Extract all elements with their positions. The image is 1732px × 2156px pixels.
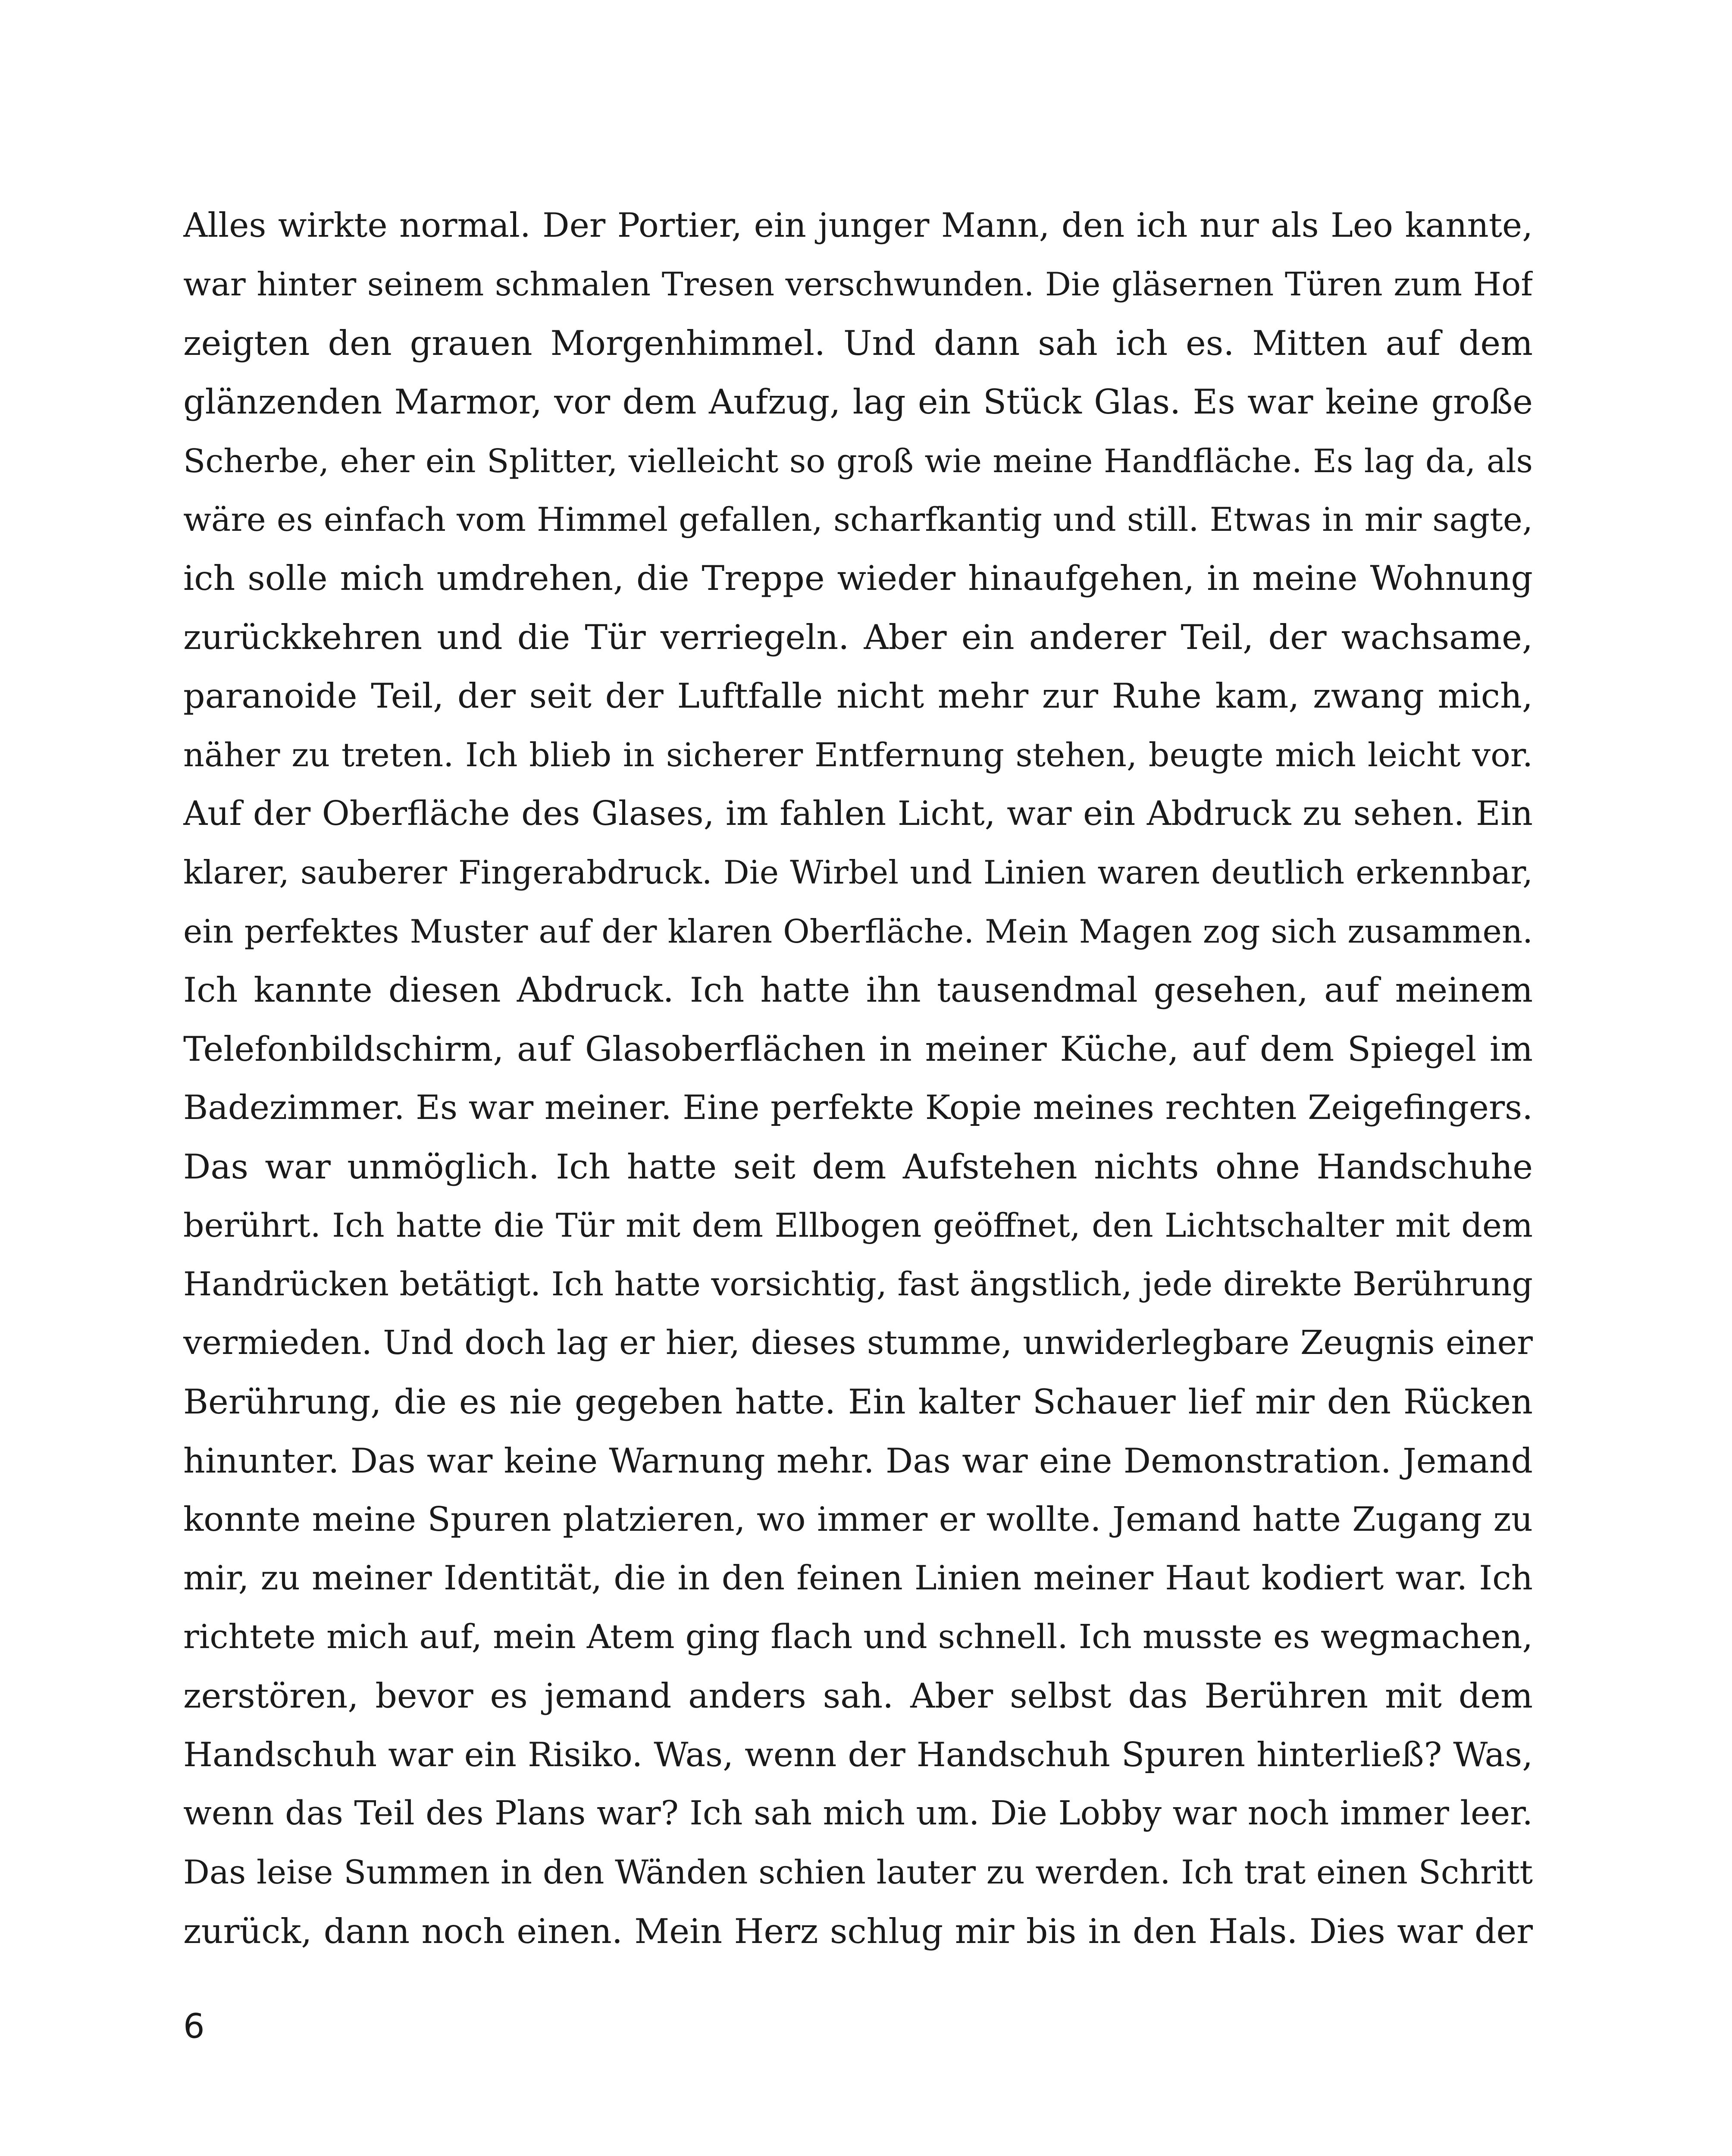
text-line: Auf der Oberfläche des Glases, im fahlen Licht, war ein Abdruck zu sehen. Ein [183, 794, 1533, 834]
text-line: zurück, dann noch einen. Mein Herz schlug mir bis in den Hals. Dies war der [183, 1911, 1533, 1951]
text-line: mir, zu meiner Identität, die in den feinen Linien meiner Haut kodiert war. Ich [183, 1559, 1533, 1598]
text-line: zeigten den grauen Morgenhimmel. Und dann sah ich es. Mitten auf dem [183, 323, 1533, 363]
text-line: ein perfektes Muster auf der klaren Oberfläche. Mein Magen zog sich zusammen. [183, 912, 1533, 950]
text-line: klarer, sauberer Fingerabdruck. Die Wirbel und Linien waren deutlich erkennbar, [183, 853, 1533, 892]
text-line: Telefonbildschirm, auf Glasoberflächen in meiner Küche, auf dem Spiegel im [183, 1029, 1533, 1069]
text-line: glänzenden Marmor, vor dem Aufzug, lag ein Stück Glas. Es war keine große [183, 382, 1533, 422]
text-line: Ich kannte diesen Abdruck. Ich hatte ihn tausendmal gesehen, auf meinem [183, 970, 1533, 1010]
text-line: näher zu treten. Ich blieb in sicherer Entfernung stehen, beugte mich leicht vor. [183, 735, 1533, 774]
text-line: wenn das Teil des Plans war? Ich sah mich um. Die Lobby war noch immer leer. [183, 1794, 1533, 1833]
text-line: hinunter. Das war keine Warnung mehr. Das war eine Demonstration. Jemand [183, 1441, 1533, 1481]
text-line: Das war unmöglich. Ich hatte seit dem Aufstehen nichts ohne Handschuhe [183, 1147, 1533, 1187]
text-line: paranoide Teil, der seit der Luftfalle nicht mehr zur Ruhe kam, zwang mich, [183, 676, 1533, 716]
text-line: Badezimmer. Es war meiner. Eine perfekte Kopie meines rechten Zeigefingers. [183, 1088, 1533, 1128]
text-line: vermieden. Und doch lag er hier, dieses stumme, unwiderlegbare Zeugnis einer [183, 1323, 1533, 1362]
text-line: Handrücken betätigt. Ich hatte vorsichtig, fast ängstlich, jede direkte Berührung [183, 1265, 1533, 1304]
text-line: zurückkehren und die Tür verriegeln. Aber ein anderer Teil, der wachsame, [183, 617, 1533, 657]
text-line: war hinter seinem schmalen Tresen verschwunden. Die gläsernen Türen zum Hof [183, 265, 1533, 304]
text-line: ich solle mich umdrehen, die Treppe wieder hinaufgehen, in meine Wohnung [183, 558, 1533, 599]
text-line: Berührung, die es nie gegeben hatte. Ein kalter Schauer lief mir den Rücken [183, 1382, 1533, 1422]
page-number: 6 [183, 2007, 205, 2046]
text-line: konnte meine Spuren platzieren, wo immer er wollte. Jemand hatte Zugang zu [183, 1500, 1533, 1539]
text-line: Das leise Summen in den Wänden schien lauter zu werden. Ich trat einen Schritt [183, 1853, 1533, 1892]
text-line: Alles wirkte normal. Der Portier, ein junger Mann, den ich nur als Leo kannte, [183, 206, 1533, 245]
body-text [183, 196, 1533, 1961]
text-line: berührt. Ich hatte die Tür mit dem Ellbogen geöffnet, den Lichtschalter mit dem [183, 1206, 1533, 1244]
text-line: wäre es einfach vom Himmel gefallen, scharfkantig und still. Etwas in mir sagte, [183, 500, 1533, 539]
text-line: Handschuh war ein Risiko. Was, wenn der Handschuh Spuren hinterließ? Was, [183, 1735, 1533, 1774]
text-line: richtete mich auf, mein Atem ging flach und schnell. Ich musste es wegmachen, [183, 1617, 1533, 1656]
text-line: Scherbe, eher ein Splitter, vielleicht so groß wie meine Handfläche. Es lag da, als [183, 442, 1533, 480]
text-line: zerstören, bevor es jemand anders sah. Aber selbst das Berühren mit dem [183, 1676, 1533, 1716]
